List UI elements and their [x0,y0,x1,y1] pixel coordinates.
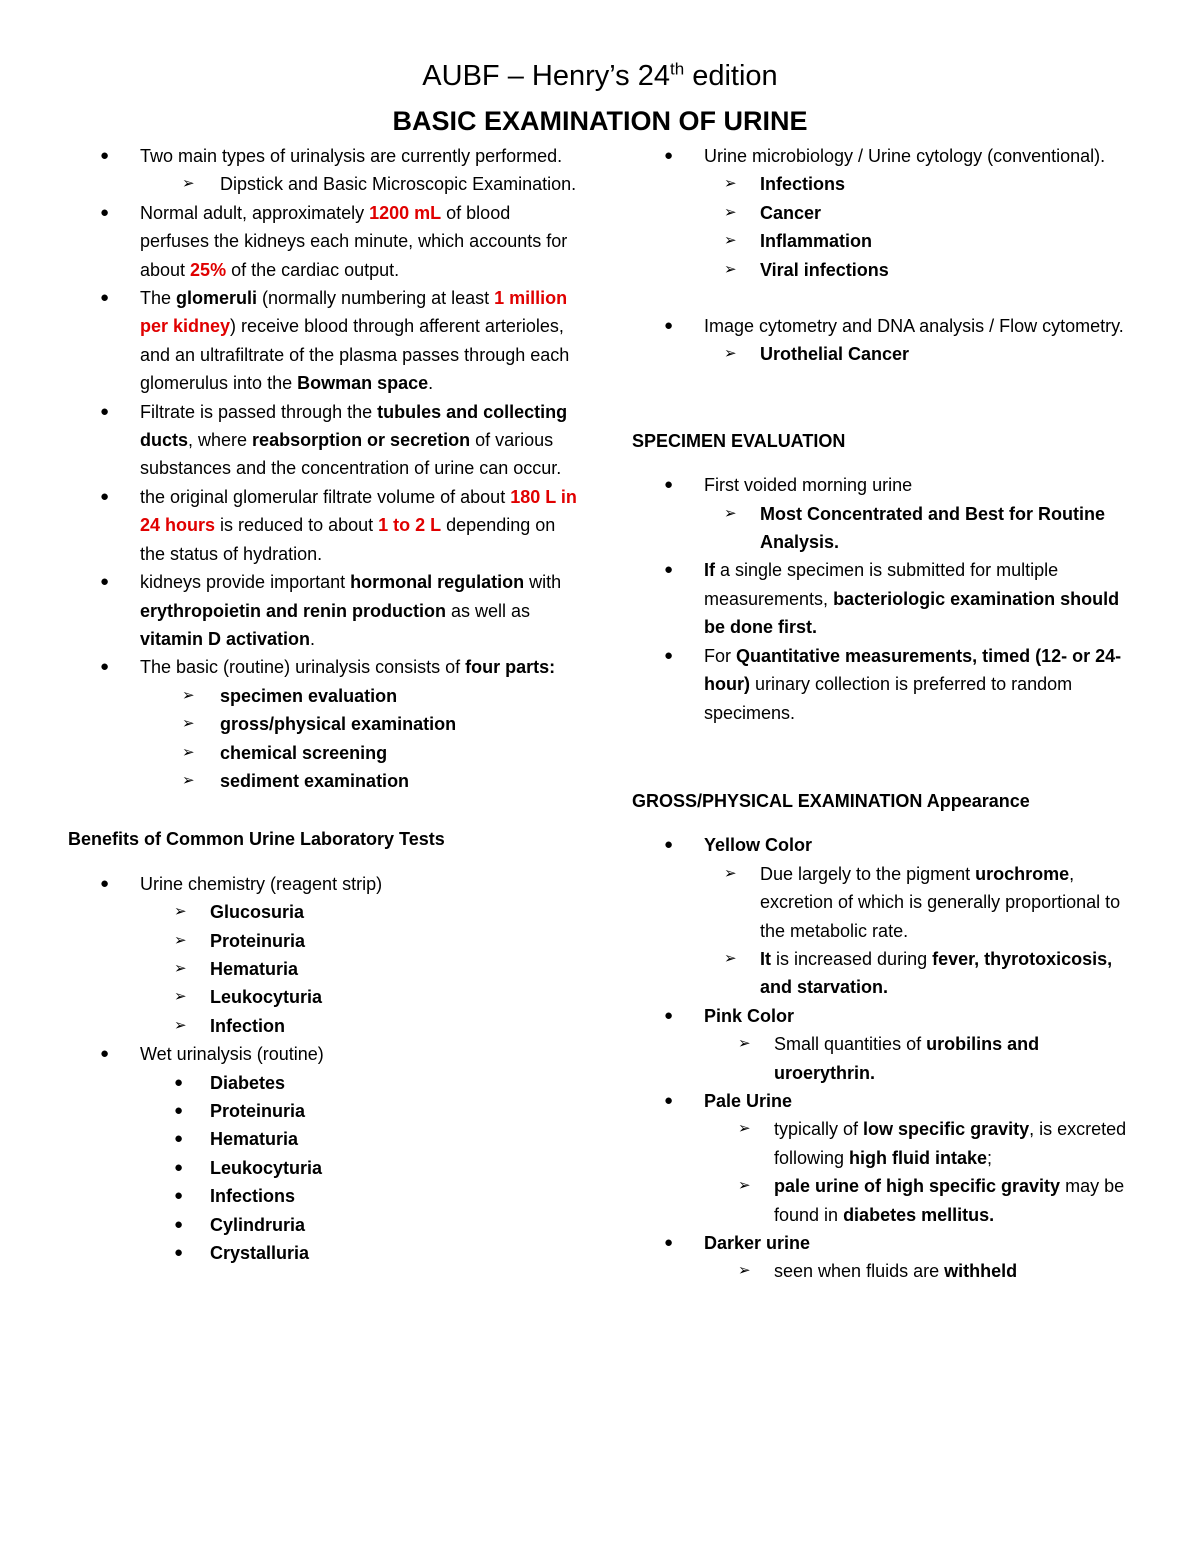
sub-list-item: ● Infections [174,1186,296,1207]
document-title: AUBF – Henry’s 24th edition [422,59,778,92]
list-item: ● The glomeruli (normally numbering at least 1 million per kidney) receive blood through afferent arterioles, and an ultrafiltrate of the plasma passes through each glomerulus into the Bowman space. [100,288,570,394]
gross-physical-heading: GROSS/PHYSICAL EXAMINATION Appearance [632,790,1030,811]
list-item: ● Yellow Color [664,835,813,856]
sub-list-item: ● Leukocyturia [174,1157,323,1178]
sub-list-item: ➢ pale urine of high specific gravity may be found in diabetes mellitus. [738,1176,1125,1225]
sub-list-item: ➢ gross/physical examination [182,714,457,735]
sub-list-item: ● Proteinuria [174,1101,306,1121]
list-item: ● Filtrate is passed through the tubules and collecting ducts, where reabsorption or secretion of various substances and the concentration of urine can occur. [100,401,568,479]
sub-list-item: ➢ Dipstick and Basic Microscopic Examination. [182,174,577,195]
sub-list-item: ● Diabetes [174,1072,286,1093]
list-item: ● Wet urinalysis (routine) [100,1044,324,1065]
sub-list-item: ➢ specimen evaluation [182,685,398,706]
sub-list-item: ➢ Glucosuria [174,902,305,923]
sub-list-item: ➢ Inflammation [724,231,873,252]
sub-list-item: ➢ Viral infections [724,259,889,280]
sub-list-item: ➢ Cancer [724,202,822,223]
sub-list-item: ➢ Small quantities of urobilins and uroerythrin. [738,1034,1040,1083]
left-column [68,142,580,1267]
sub-list-item: ➢ It is increased during fever, thyrotoxicosis, and starvation. [724,948,1113,998]
sub-list-item: ➢ typically of low specific gravity, is excreted following high fluid intake; [738,1119,1127,1168]
list-item: ● the original glomerular filtrate volume of about 180 L in 24 hours is reduced to about 1 to 2 L depending on the status of hydration. [100,486,577,564]
right-column [632,142,1144,1286]
sub-list-item: ➢ Urothelial Cancer [724,344,910,365]
list-item: ● Pink Color [664,1005,795,1026]
list-item: ● Image cytometry and DNA analysis / Flow cytometry. [664,316,1124,337]
sub-list-item: ➢ Proteinuria [174,930,306,951]
sub-list-item: ➢ sediment examination [182,770,410,791]
sub-list-item: ➢ Infections [724,174,846,195]
sub-list-item: ➢ Due largely to the pigment urochrome, excretion of which is generally proportional to the metabolic rate. [724,863,1121,941]
sub-list-item: ● Cylindruria [174,1214,306,1235]
specimen-evaluation-heading: SPECIMEN EVALUATION [632,430,846,451]
sub-list-item: ➢ Most Concentrated and Best for Routine Analysis. [724,503,1106,553]
sub-list-item: ➢ seen when fluids are withheld [738,1261,1018,1282]
list-item: ● Pale Urine [664,1090,793,1111]
list-item: ● Urine chemistry (reagent strip) [100,873,383,894]
list-item: ● Normal adult, approximately 1200 mL of blood perfuses the kidneys each minute, which accounts for about 25% of the cardiac output. [100,202,568,280]
list-item: ● For Quantitative measurements, timed (12- or 24-hour) urinary collection is preferred to random specimens. [664,645,1122,723]
list-item: ● Two main types of urinalysis are currently performed. [100,146,563,166]
list-item: ● Darker urine [664,1233,811,1253]
document-subtitle: BASIC EXAMINATION OF URINE [392,106,808,136]
benefits-heading: Benefits of Common Urine Laboratory Tests [68,829,445,850]
sub-list-item: ➢ chemical screening [182,742,388,763]
list-item: ● kidneys provide important hormonal regulation with erythropoietin and renin production as well as vitamin D activation. [100,572,562,649]
list-item: ● If a single specimen is submitted for multiple measurements, bacteriologic examination should be done first. [664,560,1120,638]
list-item: ● Urine microbiology / Urine cytology (conventional). [664,146,1106,166]
sub-list-item: ● Crystalluria [174,1243,310,1264]
sub-list-item: ➢ Hematuria [174,958,299,979]
sub-list-item: ➢ Leukocyturia [174,987,323,1008]
list-item: ● First voided morning urine [664,475,913,496]
sub-list-item: ● Hematuria [174,1129,299,1150]
sub-list-item: ➢ Infection [174,1015,285,1036]
list-item: ● The basic (routine) urinalysis consists of four parts: [100,657,556,678]
